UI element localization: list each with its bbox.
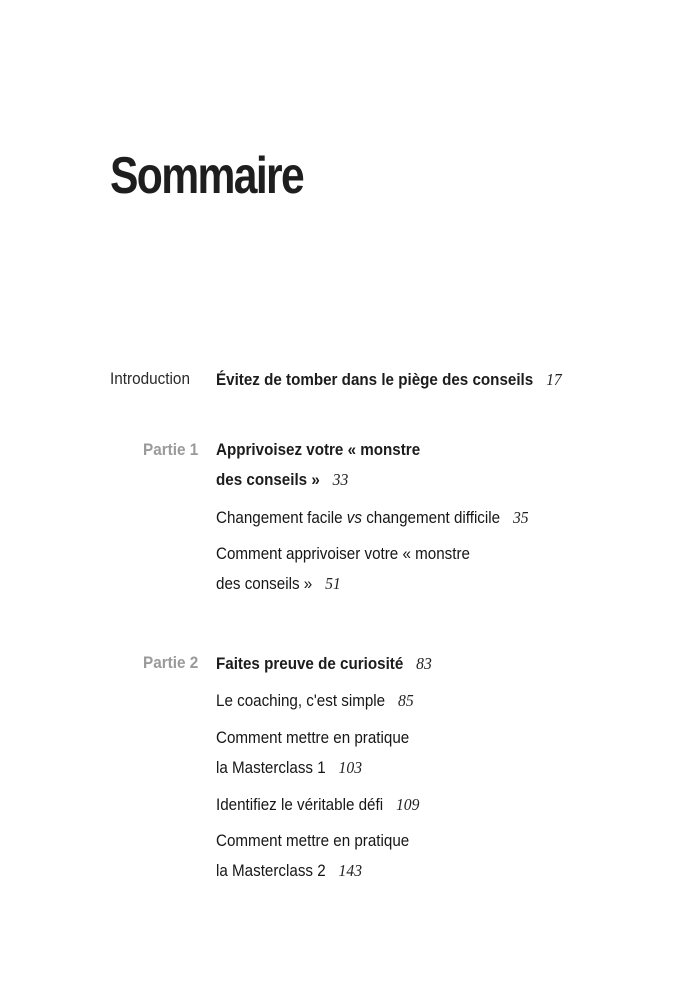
page-title: Sommaire xyxy=(110,147,304,205)
page-number: 109 xyxy=(395,795,420,814)
partie-1-label: Partie 1 xyxy=(143,440,199,459)
page-number: 103 xyxy=(338,758,363,777)
toc-entry-title-line-2: des conseils » xyxy=(216,471,320,489)
toc-entry-title: Identifiez le véritable défi xyxy=(216,796,384,814)
toc-entry-title-line-2: des conseils » xyxy=(216,575,313,593)
page-number: 143 xyxy=(338,861,363,880)
toc-entry-masterclass-1[interactable] xyxy=(216,724,409,783)
toc-entry-title-vs: vs xyxy=(346,509,362,527)
page-number: 51 xyxy=(325,574,341,593)
toc-entry-title-pre: Changement facile xyxy=(216,509,347,527)
toc-entry-changement[interactable] xyxy=(216,503,529,533)
toc-entry-title-line-1: Apprivoisez votre « monstre xyxy=(216,441,421,459)
page-number: 85 xyxy=(398,691,414,710)
toc-entry-title-line-2: la Masterclass 1 xyxy=(216,759,326,777)
toc-entry-masterclass-2[interactable] xyxy=(216,827,409,886)
page-number: 17 xyxy=(546,370,562,389)
toc-entry-introduction[interactable] xyxy=(216,365,562,395)
toc-entry-title-post: changement difficile xyxy=(361,509,501,527)
toc-entry-title: Faites preuve de curiosité xyxy=(216,655,404,673)
toc-entry-title-line-2: la Masterclass 2 xyxy=(216,862,326,880)
toc-entry-title-line-1: Comment mettre en pratique xyxy=(216,729,410,747)
toc-entry-partie-2-main[interactable] xyxy=(216,649,432,679)
page-number: 83 xyxy=(416,654,432,673)
toc-entry-title-line-1: Comment apprivoiser votre « monstre xyxy=(216,545,470,563)
toc-entry-partie-1-main[interactable] xyxy=(216,436,420,495)
page-number: 35 xyxy=(512,508,529,527)
introduction-label: Introduction xyxy=(110,369,190,388)
page-number: 33 xyxy=(332,470,349,489)
toc-entry-comment-apprivoiser[interactable] xyxy=(216,540,470,599)
toc-entry-defi[interactable] xyxy=(216,790,419,820)
partie-2-label: Partie 2 xyxy=(143,653,199,672)
toc-entry-title: Le coaching, c'est simple xyxy=(216,692,386,710)
toc-entry-title-line-1: Comment mettre en pratique xyxy=(216,832,410,850)
toc-entry-title: Évitez de tomber dans le piège des conseils xyxy=(216,371,534,389)
toc-entry-coaching[interactable] xyxy=(216,686,414,716)
